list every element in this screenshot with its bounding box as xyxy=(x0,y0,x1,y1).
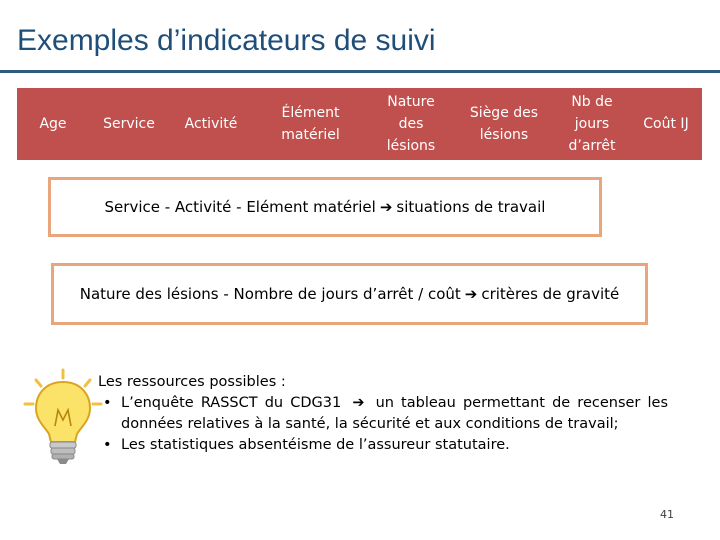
title-divider xyxy=(0,70,720,73)
resources-title: Les ressources possibles : xyxy=(98,374,286,390)
header-line: d’arrêt xyxy=(568,138,616,154)
header-cell-element-materiel xyxy=(253,88,368,160)
slide-title: Exemples d’indicateurs de suivi xyxy=(17,24,436,57)
box2-right-text: critères de gravité xyxy=(481,285,620,303)
resources-list xyxy=(98,393,668,456)
situations-travail-box xyxy=(48,177,602,237)
right-arrow-icon: ➔ xyxy=(352,395,365,411)
header-line: lésions xyxy=(386,138,436,154)
header-line: des xyxy=(398,116,424,132)
header-cell-nature-lesions xyxy=(368,88,454,160)
header-line: Nature xyxy=(387,94,435,110)
header-line: Siège des xyxy=(469,105,539,121)
header-line: Service xyxy=(103,116,155,132)
header-line: lésions xyxy=(479,127,529,143)
box1-right-text: situations de travail xyxy=(396,198,546,216)
header-line: Élément xyxy=(281,105,340,121)
header-cell-age xyxy=(17,88,89,160)
header-cell-service xyxy=(89,88,169,160)
header-line: jours xyxy=(574,116,610,132)
indicator-header-bar xyxy=(17,88,702,160)
right-arrow-icon: ➔ xyxy=(464,285,478,303)
resource-item1-end: un tableau permettant de recenser les données relatives à la santé, la sécurité et aux conditions de travail; xyxy=(121,395,669,432)
header-cell-nb-jours-arret xyxy=(554,88,630,160)
header-cell-cout-ij xyxy=(630,88,702,160)
header-line: Age xyxy=(39,116,67,132)
header-line: matériel xyxy=(281,127,340,143)
header-cell-activite xyxy=(169,88,253,160)
lightbulb-icon xyxy=(22,368,104,466)
header-line: Coût IJ xyxy=(643,116,689,132)
box2-left-text: Nature des lésions - Nombre de jours d’arrêt / coût xyxy=(79,285,461,303)
list-item xyxy=(98,435,668,456)
header-line: Nb de xyxy=(571,94,613,110)
resources-section xyxy=(98,372,668,456)
resource-item2: Les statistiques absentéisme de l’assureur statutaire. xyxy=(121,437,510,453)
right-arrow-icon: ➔ xyxy=(379,198,393,216)
criteres-gravite-box xyxy=(51,263,648,325)
resource-item1-start: L’enquête RASSCT du CDG31 xyxy=(121,395,342,411)
box1-left-text: Service - Activité - Elément matériel xyxy=(104,198,376,216)
header-line: Activité xyxy=(184,116,238,132)
header-cell-siege-lesions xyxy=(454,88,554,160)
list-item xyxy=(98,393,668,435)
page-number: 41 xyxy=(660,508,674,521)
